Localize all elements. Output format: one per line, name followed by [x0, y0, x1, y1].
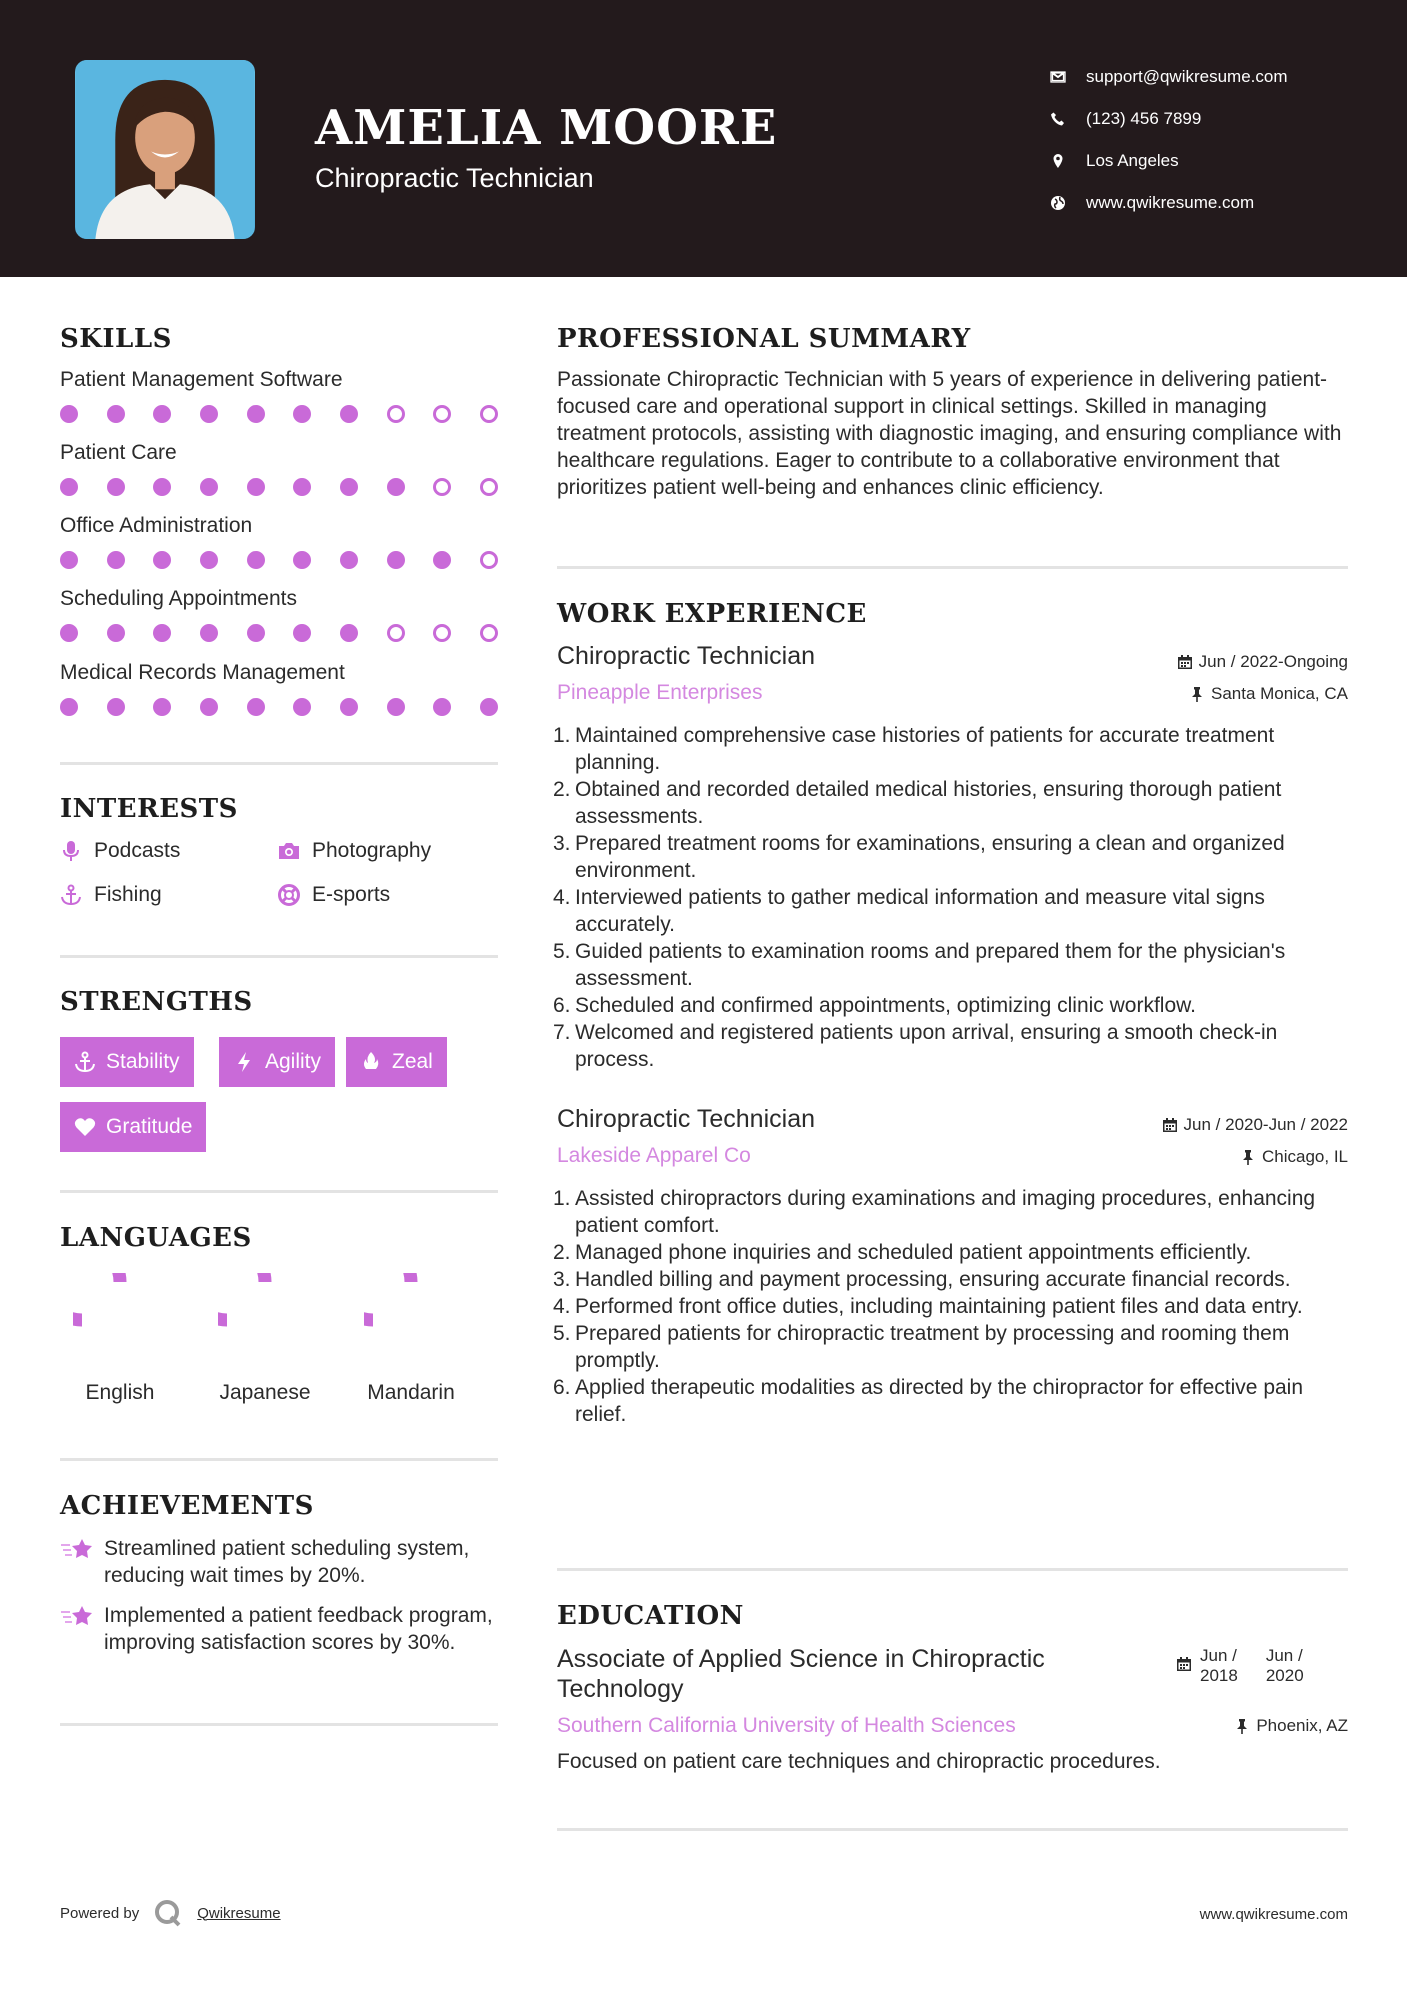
job-duties	[553, 722, 1343, 1073]
skill-rating	[60, 551, 498, 571]
interest-label: E-sports	[312, 883, 391, 906]
contact-list	[1050, 56, 1288, 224]
strength-label: Agility	[265, 1050, 322, 1073]
skill-dot-empty	[433, 624, 451, 642]
section-divider	[60, 762, 498, 765]
contact-location-text: Los Angeles	[1086, 151, 1179, 170]
language-gauge	[364, 1273, 458, 1367]
job-duty-number: 2.	[553, 1241, 571, 1264]
bolt-icon	[233, 1051, 255, 1073]
section-divider	[557, 566, 1348, 569]
job-duty	[553, 776, 1343, 830]
interest-label: Fishing	[94, 883, 162, 906]
job-duty	[553, 722, 1343, 776]
skill-dot-filled	[107, 624, 125, 642]
skill-dot-filled	[480, 698, 498, 716]
skill-dot-filled	[60, 624, 78, 642]
job-duty	[553, 830, 1343, 884]
skill-dot-filled	[60, 405, 78, 423]
education-degree: Associate of Applied Science in Chiropractic Technology	[557, 1645, 1045, 1703]
camera-icon	[278, 840, 300, 862]
job-duty	[553, 884, 1343, 938]
job-duty	[553, 992, 1343, 1019]
life-ring-icon	[278, 884, 300, 906]
skill-dot-filled	[293, 478, 311, 496]
job-duty-text: Welcomed and registered patients upon arrival, ensuring a smooth check-in process.	[575, 1021, 1278, 1071]
achievement-text: Implemented a patient feedback program, improving satisfaction scores by 30%.	[104, 1604, 493, 1654]
heart-icon	[74, 1116, 96, 1138]
skill-name: Medical Records Management	[60, 661, 345, 684]
strength-badge	[60, 1102, 206, 1152]
education-start-month: Jun /	[1200, 1646, 1237, 1665]
strength-badge	[346, 1037, 447, 1087]
language-gauge	[218, 1273, 312, 1367]
job-dates-text: Jun / 2022-Ongoing	[1198, 652, 1348, 671]
skill-dot-empty	[387, 405, 405, 423]
skill-dot-filled	[200, 405, 218, 423]
skill-name: Patient Care	[60, 441, 177, 464]
pushpin-icon	[1234, 1718, 1250, 1734]
contact-website-text: www.qwikresume.com	[1086, 193, 1255, 212]
qwikresume-logo-icon	[153, 1898, 183, 1928]
education-end-year: 2020	[1265, 1666, 1304, 1685]
language-gauge	[73, 1273, 167, 1367]
candidate-name: AMELIA MOORE	[315, 100, 778, 156]
footer-powered-by	[60, 1898, 281, 1928]
anchor-icon	[74, 1051, 96, 1073]
job-duty-number: 6.	[553, 1376, 571, 1399]
interest-item	[278, 839, 431, 863]
skill-rating	[60, 698, 498, 718]
job-dates	[1177, 652, 1348, 672]
skill-dot-filled	[293, 551, 311, 569]
job-duty	[553, 938, 1343, 992]
education-dates	[1176, 1646, 1304, 1686]
language-proficiency-arc	[364, 1273, 411, 1320]
section-divider	[60, 1190, 498, 1193]
interest-item	[278, 883, 390, 907]
powered-by-label: Powered by	[60, 1904, 140, 1922]
job-duty-number: 4.	[553, 1295, 571, 1318]
strength-label: Zeal	[392, 1050, 433, 1073]
job-duty-number: 4.	[553, 886, 571, 909]
skill-dot-filled	[387, 551, 405, 569]
skill-dot-filled	[247, 478, 265, 496]
profile-photo-illustration	[75, 60, 255, 239]
job-duty-number: 1.	[553, 724, 571, 747]
language-item	[55, 1273, 185, 1405]
candidate-title: Chiropractic Technician	[315, 163, 594, 193]
job-duty-number: 2.	[553, 778, 571, 801]
job-duty	[553, 1266, 1343, 1293]
language-label: Mandarin	[367, 1381, 455, 1404]
skill-dot-filled	[153, 551, 171, 569]
job-dates	[1162, 1115, 1348, 1135]
skill-dot-filled	[293, 698, 311, 716]
achievement-item	[60, 1535, 500, 1589]
powered-by-brand-link[interactable]: Qwikresume	[197, 1904, 281, 1922]
skill-dot-filled	[293, 405, 311, 423]
skill-dot-filled	[107, 478, 125, 496]
skill-rating	[60, 478, 498, 498]
interest-item	[60, 883, 162, 907]
section-divider	[557, 1568, 1348, 1571]
skill-dot-filled	[340, 478, 358, 496]
education-school[interactable]: Southern California University of Health Sciences	[557, 1714, 1016, 1737]
education-description: Focused on patient care techniques and chiropractic procedures.	[557, 1750, 1161, 1773]
language-label: English	[85, 1381, 155, 1404]
skill-dot-filled	[293, 624, 311, 642]
fire-icon	[360, 1051, 382, 1073]
languages-heading: LANGUAGES	[60, 1223, 252, 1253]
skill-dot-empty	[433, 405, 451, 423]
skill-dot-filled	[247, 698, 265, 716]
skills-heading: SKILLS	[60, 324, 172, 354]
job-duty-number: 7.	[553, 1021, 571, 1044]
job-duty	[553, 1293, 1343, 1320]
education-end-month: Jun /	[1265, 1646, 1303, 1665]
achievements-heading: ACHIEVEMENTS	[60, 1491, 314, 1521]
pushpin-icon	[1240, 1149, 1256, 1165]
summary-text: Passionate Chiropractic Technician with 5 years of experience in delivering patient-focused care and operational support in clinical settings. Skilled in managing treatment protocols, assisting with diagnostic imaging, and ensuring compliance with healthcare regulations. Eager to contribute to a collaborative environment that prioritizes patient well-being and enhances clinic efficiency.	[557, 368, 1342, 499]
job-duty-text: Prepared treatment rooms for examinations, ensuring a clean and organized environment.	[575, 832, 1285, 882]
job-location	[1240, 1147, 1348, 1167]
footer-website-link[interactable]: www.qwikresume.com	[1199, 1906, 1348, 1923]
interests-heading: INTERESTS	[60, 794, 238, 824]
job-duty-number: 3.	[553, 832, 571, 855]
job-duty	[553, 1019, 1343, 1073]
job-duty-text: Assisted chiropractors during examinations and imaging procedures, enhancing patient comfort.	[575, 1187, 1316, 1237]
skill-dot-filled	[433, 698, 451, 716]
job-duty-number: 5.	[553, 940, 571, 963]
skill-dot-filled	[153, 624, 171, 642]
strength-badge	[219, 1037, 335, 1087]
job-duty-text: Scheduled and confirmed appointments, optimizing clinic workflow.	[575, 994, 1196, 1017]
contact-website[interactable]	[1050, 182, 1288, 224]
job-duty	[553, 1239, 1343, 1266]
skill-dot-filled	[200, 478, 218, 496]
skill-name: Scheduling Appointments	[60, 587, 297, 610]
skill-rating	[60, 624, 498, 644]
strength-label: Stability	[106, 1050, 180, 1073]
contact-phone[interactable]	[1050, 98, 1288, 140]
skill-dot-filled	[247, 405, 265, 423]
skill-dot-empty	[480, 624, 498, 642]
skill-dot-filled	[107, 698, 125, 716]
education-start-year: 2018	[1200, 1666, 1238, 1685]
section-divider	[60, 1458, 498, 1461]
job-duty-text: Managed phone inquiries and scheduled patient appointments efficiently.	[575, 1241, 1252, 1264]
skill-dot-empty	[480, 478, 498, 496]
skill-dot-filled	[387, 698, 405, 716]
job-duty-number: 6.	[553, 994, 571, 1017]
job-duty-number: 5.	[553, 1322, 571, 1345]
language-proficiency-arc	[218, 1273, 265, 1320]
job-duty	[553, 1320, 1343, 1374]
contact-phone-text: (123) 456 7899	[1086, 109, 1202, 128]
skill-dot-empty	[433, 478, 451, 496]
summary-heading: PROFESSIONAL SUMMARY	[557, 324, 971, 354]
resume-header	[0, 0, 1407, 277]
calendar-icon	[1176, 1656, 1192, 1672]
job-dates-text: Jun / 2020-Jun / 2022	[1183, 1115, 1348, 1134]
skill-name: Office Administration	[60, 514, 253, 537]
skill-name: Patient Management Software	[60, 368, 343, 391]
strength-badge	[60, 1037, 194, 1087]
skill-dot-filled	[340, 551, 358, 569]
skill-dot-empty	[387, 624, 405, 642]
profile-photo	[75, 60, 255, 239]
job-duty-text: Applied therapeutic modalities as directed by the chiropractor for effective pain relief.	[575, 1376, 1304, 1426]
contact-location	[1050, 140, 1288, 182]
skill-dot-filled	[60, 478, 78, 496]
job-role: Chiropractic Technician	[557, 1105, 815, 1133]
anchor-icon	[60, 884, 82, 906]
job-duty-text: Obtained and recorded detailed medical histories, ensuring thorough patient assessments.	[575, 778, 1282, 828]
section-divider	[60, 955, 498, 958]
skill-dot-filled	[340, 405, 358, 423]
skill-dot-empty	[480, 405, 498, 423]
section-divider	[60, 1723, 498, 1726]
skill-dot-filled	[247, 551, 265, 569]
skill-dot-empty	[480, 551, 498, 569]
skill-dot-filled	[153, 405, 171, 423]
education-heading: EDUCATION	[557, 1601, 744, 1631]
experience-heading: WORK EXPERIENCE	[557, 599, 867, 629]
skill-dot-filled	[387, 478, 405, 496]
education-location	[1234, 1716, 1348, 1736]
job-duties	[553, 1185, 1343, 1428]
skill-dot-filled	[107, 405, 125, 423]
job-location	[1189, 684, 1348, 704]
achievement-item	[60, 1602, 500, 1656]
job-duty-text: Maintained comprehensive case histories of patients for accurate treatment planning.	[575, 724, 1275, 774]
calendar-icon	[1177, 654, 1193, 670]
job-duty-text: Handled billing and payment processing, ensuring accurate financial records.	[575, 1268, 1291, 1291]
job-company[interactable]: Pineapple Enterprises	[557, 681, 763, 704]
microphone-icon	[60, 840, 82, 862]
skill-dot-filled	[153, 698, 171, 716]
skill-dot-filled	[200, 624, 218, 642]
shooting-star-icon	[60, 1604, 94, 1630]
phone-icon	[1050, 111, 1086, 127]
education-end	[1266, 1646, 1304, 1686]
skill-rating	[60, 405, 498, 425]
contact-email-text: support@qwikresume.com	[1086, 67, 1288, 86]
job-duty-text: Performed front office duties, including maintaining patient files and data entry.	[575, 1295, 1303, 1318]
interest-label: Photography	[312, 839, 432, 862]
skill-dot-filled	[200, 698, 218, 716]
achievement-text: Streamlined patient scheduling system, reducing wait times by 20%.	[104, 1537, 470, 1587]
section-divider	[557, 1828, 1348, 1831]
education-start	[1200, 1646, 1238, 1686]
skill-dot-filled	[433, 551, 451, 569]
job-duty-number: 3.	[553, 1268, 571, 1291]
skill-dot-filled	[340, 698, 358, 716]
language-item	[200, 1273, 330, 1405]
job-duty-text: Guided patients to examination rooms and prepared them for the physician's assessment.	[575, 940, 1286, 990]
skill-dot-filled	[60, 551, 78, 569]
job-duty	[553, 1374, 1343, 1428]
interest-item	[60, 839, 180, 863]
pushpin-icon	[1189, 686, 1205, 702]
skill-dot-filled	[247, 624, 265, 642]
skill-dot-filled	[153, 478, 171, 496]
strengths-heading: STRENGTHS	[60, 987, 253, 1017]
skill-dot-filled	[200, 551, 218, 569]
skill-dot-filled	[107, 551, 125, 569]
map-pin-icon	[1050, 153, 1086, 169]
globe-icon	[1050, 195, 1086, 211]
interest-label: Podcasts	[94, 839, 181, 862]
job-duty	[553, 1185, 1343, 1239]
language-proficiency-arc	[73, 1273, 120, 1320]
job-location-text: Chicago, IL	[1262, 1147, 1348, 1166]
job-location-text: Santa Monica, CA	[1210, 684, 1348, 703]
language-item	[346, 1273, 476, 1405]
skill-dot-filled	[340, 624, 358, 642]
envelope-icon	[1050, 69, 1086, 85]
job-company[interactable]: Lakeside Apparel Co	[557, 1144, 751, 1167]
strength-label: Gratitude	[106, 1115, 193, 1138]
language-label: Japanese	[219, 1381, 311, 1404]
job-role: Chiropractic Technician	[557, 642, 815, 670]
education-location-text: Phoenix, AZ	[1256, 1716, 1348, 1735]
job-duty-number: 1.	[553, 1187, 571, 1210]
contact-email[interactable]	[1050, 56, 1288, 98]
shooting-star-icon	[60, 1537, 94, 1563]
calendar-icon	[1162, 1117, 1178, 1133]
skill-dot-filled	[60, 698, 78, 716]
job-duty-text: Prepared patients for chiropractic treatment by processing and rooming them promptly.	[575, 1322, 1290, 1372]
job-duty-text: Interviewed patients to gather medical information and measure vital signs accurately.	[575, 886, 1265, 936]
